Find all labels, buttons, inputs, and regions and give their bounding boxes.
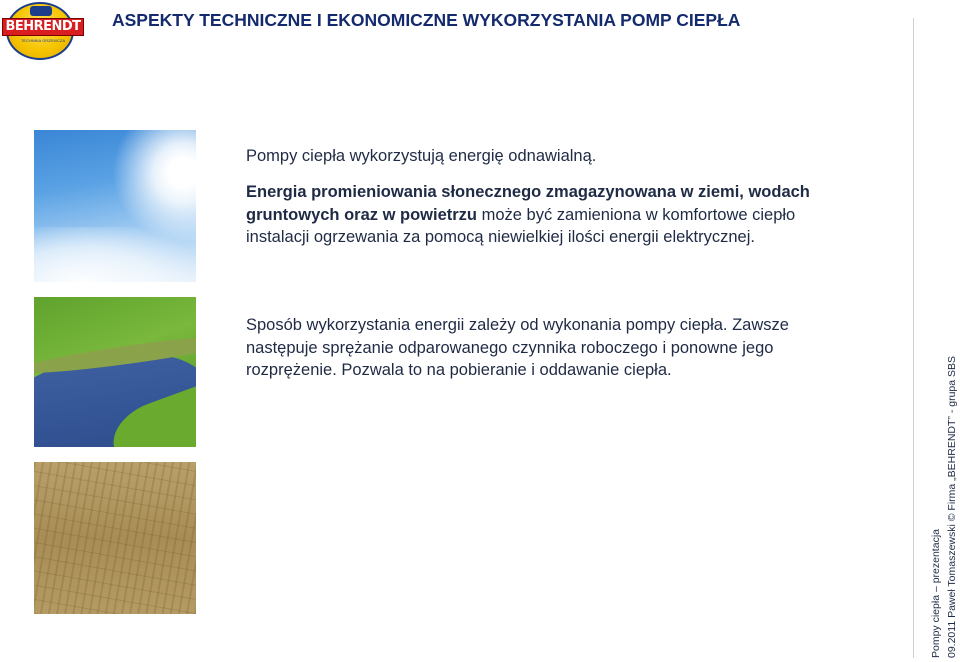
plowed-field-photo <box>34 462 196 614</box>
vertical-divider <box>913 18 914 658</box>
footer-presentation-label: Pompy ciepła – prezentacja <box>930 529 942 658</box>
pump-icon <box>30 6 52 16</box>
logo-subtext: TECHNIKA GRZEWCZA <box>20 38 65 43</box>
paragraph-operation: Sposób wykorzystania energii zależy od wykonania pompy ciepła. Zawsze następuje sprężanie odparowanego czynnika roboczego i ponowne jego rozprężenie. Pozwala to na pobieranie i oddawanie ciepła. <box>246 316 789 379</box>
paragraph-solar-energy <box>246 181 846 249</box>
river-meadow-photo <box>34 297 196 447</box>
paragraph-renewable: Pompy ciepła wykorzystują energię odnawialną. <box>246 147 597 165</box>
logo-wordmark: BEHRENDT <box>2 18 84 36</box>
paragraph-solar-energy-rest: może być zamieniona w komfortowe ciepło instalacji ogrzewania za pomocą niewielkiej ilości energii elektrycznej. <box>246 205 796 246</box>
footer-author-copyright: 09.2011 Paweł Tomaszewski © Firma „BEHRENDT” - grupa SBS <box>946 355 958 658</box>
paragraph-solar-energy-bold: Energia promieniowania słonecznego zmagazynowana w ziemi, wodach gruntowych oraz w powietrzu <box>246 183 810 224</box>
sky-sun-photo <box>34 130 196 282</box>
page-title: ASPEKTY TECHNICZNE I EKONOMICZNE WYKORZYSTANIA POMP CIEPŁA <box>112 10 741 30</box>
company-logo <box>2 2 84 58</box>
